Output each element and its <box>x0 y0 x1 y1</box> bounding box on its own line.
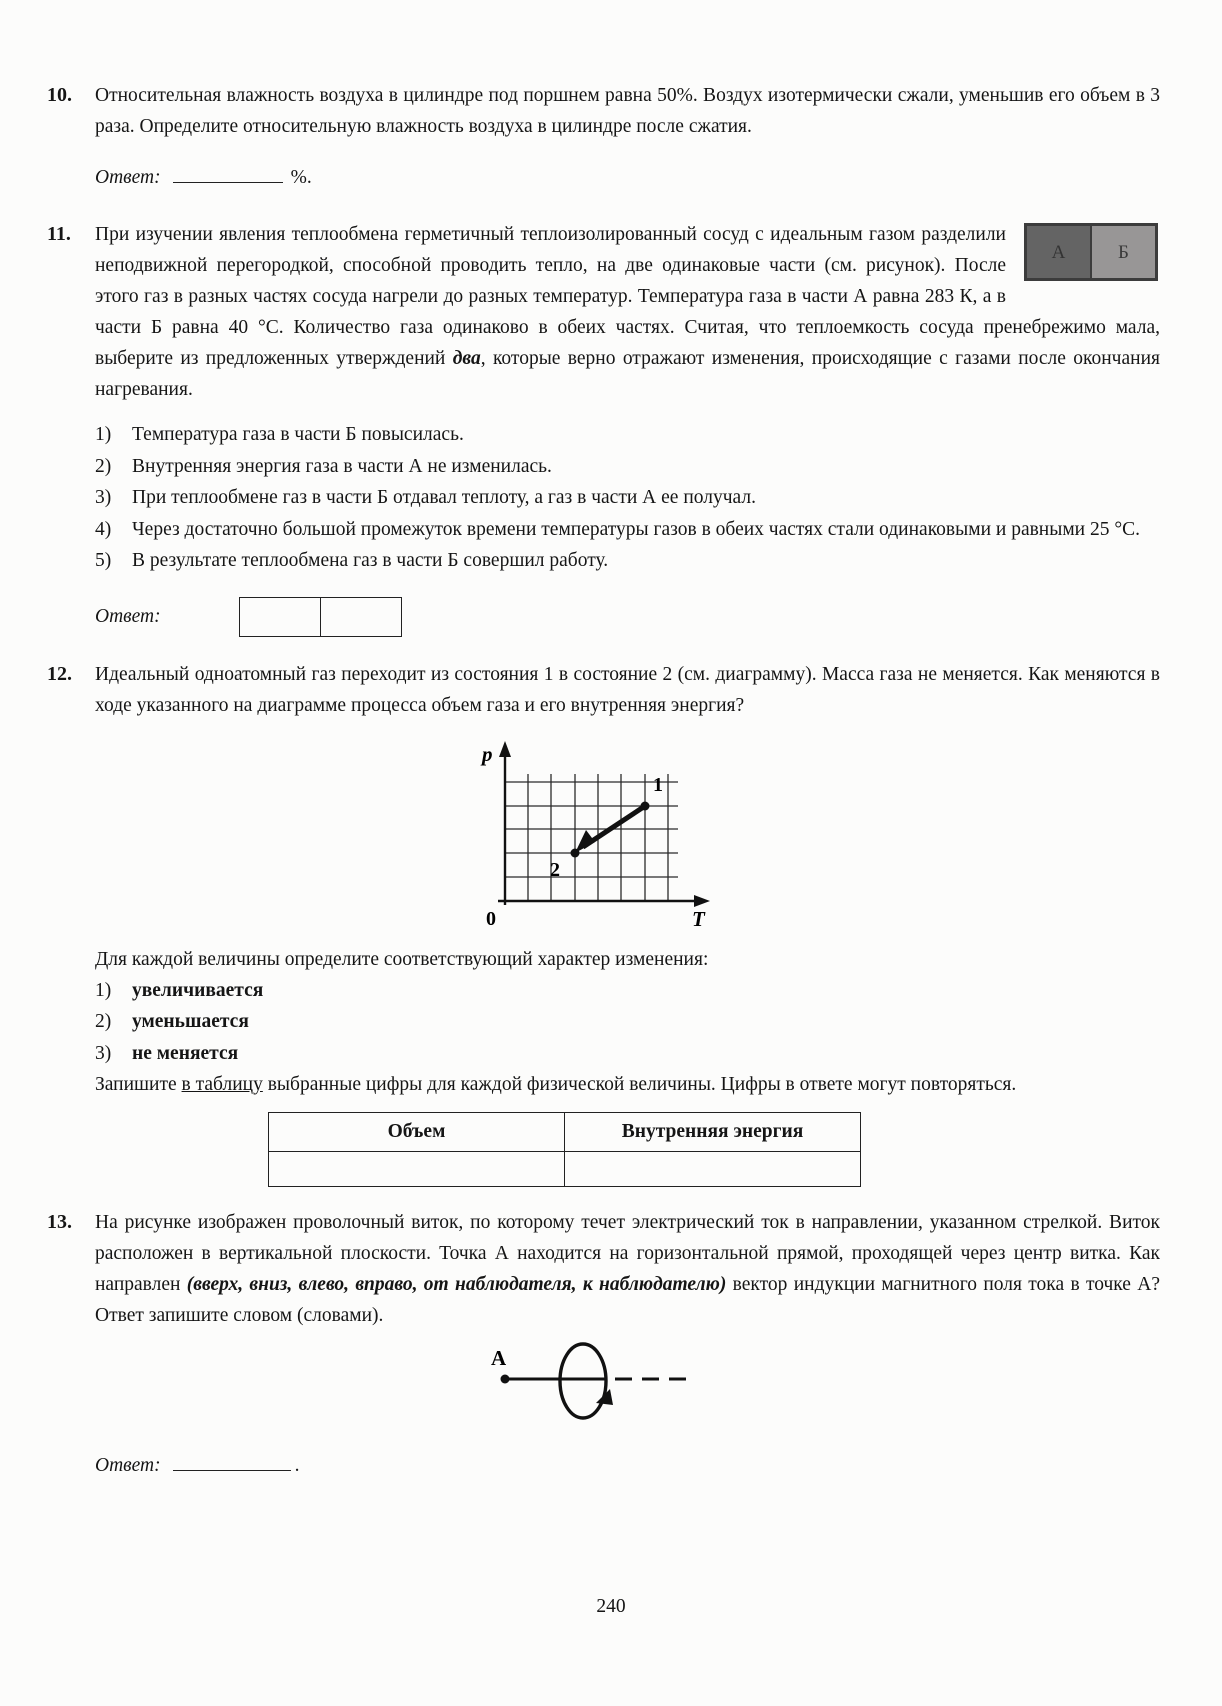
problem-11-text-after: , которые верно отражают изменения, происходящие с газами после окончания нагревания. <box>95 348 1160 400</box>
choice-3 <box>95 1038 1160 1070</box>
choice-2 <box>95 1006 1160 1038</box>
problem-10-answer-line <box>95 162 1160 193</box>
choice-text: не меняется <box>132 1042 239 1064</box>
answer-table-header-energy: Внутренняя энергия <box>565 1113 861 1152</box>
option-text: При теплообмене газ в части Б отдавал теплоту, а газ в части А ее получал. <box>132 487 756 508</box>
problem-12-text: Идеальный одноатомный газ переходит из состояния 1 в состояние 2 (см. диаграмму). Масса газа не меняется. Как меняются в ходе указанного на диаграмме процесса объем газа и его внутренняя энергия? <box>95 663 1160 716</box>
problem-12-prompt: Для каждой величины определите соответствующий характер изменения: <box>95 948 709 970</box>
state-point-2 <box>571 848 580 857</box>
instruction-after: выбранные цифры для каждой физической величины. Цифры в ответе могут повторяться. <box>262 1074 1017 1095</box>
problem-11-text-before: При изучении явления теплообмена герметичный теплоизолированный сосуд с идеальным газом разделили неподвижной перегородкой, способной проводить тепло, на две одинаковые части (см. рисунок). После этого газ в разных частях сосуда нагрели до разных температур. Температура газа в части А равна 283 К, а в части Б равна 40 °С. Количество газа одинаково в обеих частях. Считая, что теплоемкость сосуда пренебрежимо мала, выберите из предложенных утверждений <box>95 224 1160 369</box>
origin-label: 0 <box>486 907 496 929</box>
problem-11-options <box>95 419 1160 577</box>
instruction-before: Запишите <box>95 1074 182 1095</box>
problem-13-emphasis: (вверх, вниз, влево, вправо, от наблюдателя, к наблюдателю) <box>186 1274 727 1295</box>
choice-text: уменьшается <box>132 1011 249 1032</box>
option-number: 5) <box>95 550 112 571</box>
vessel-part-a-label: А <box>1027 226 1092 278</box>
problem-11-answer-line <box>95 597 1160 637</box>
problem-13-text-before: На рисунке изображен проволочный виток, по которому течет электрический ток в направлении, указанном стрелкой. Виток расположен в вертикальной плоскости. Точка А находится на горизонтальной прямой, проходящей через центр витка. Как направлен <box>95 1212 1160 1295</box>
answer-label: Ответ: <box>95 605 161 627</box>
answer-table-cell-volume <box>269 1152 565 1187</box>
option-2 <box>95 451 1160 483</box>
page-number: 240 <box>596 1596 626 1617</box>
problem-10-number: 10. <box>47 84 72 106</box>
process-arrowhead <box>575 830 595 853</box>
choice-1 <box>95 975 1160 1007</box>
problem-12-choices <box>95 975 1160 1070</box>
option-text: В результате теплообмена газ в части Б совершил работу. <box>132 550 609 571</box>
answer-two-cell-box <box>239 597 402 637</box>
vessel-part-b-label: Б <box>1092 226 1155 278</box>
pt-diagram-figure <box>420 729 1160 934</box>
answer-blank <box>173 1451 291 1472</box>
vessel-figure <box>1024 223 1158 281</box>
y-axis-arrowhead <box>499 741 511 757</box>
answer-table-cell-energy <box>565 1152 861 1187</box>
option-text: Температура газа в части Б повысилась. <box>132 424 464 445</box>
point-a-label: А <box>491 1346 507 1370</box>
option-text: Через достаточно большой промежуток времени температуры газов в обеих частях стали одинаковыми и равными 25 °С. <box>132 518 1141 540</box>
answer-cell-2 <box>321 598 401 636</box>
answer-table-header-volume: Объем <box>269 1113 565 1152</box>
problem-13-answer-line <box>95 1450 1160 1481</box>
answer-table <box>268 1112 861 1187</box>
wire-loop-ellipse <box>560 1344 606 1418</box>
option-4 <box>95 514 1160 546</box>
choice-number: 1) <box>95 979 112 1001</box>
option-1 <box>95 419 1160 451</box>
choice-text: увеличивается <box>132 979 264 1001</box>
problem-13-text-after: вектор индукции магнитного поля тока в точке А? Ответ запишите словом (словами). <box>95 1274 1160 1326</box>
option-3 <box>95 482 1160 514</box>
point-1-label: 1 <box>653 773 663 796</box>
problem-12-number: 12. <box>47 662 72 685</box>
problem-11 <box>47 219 1160 637</box>
wire-loop-svg <box>453 1337 713 1433</box>
answer-blank <box>173 163 283 184</box>
option-number: 4) <box>95 518 112 540</box>
point-2-label: 2 <box>550 858 560 881</box>
answer-suffix: . <box>294 1455 300 1476</box>
answer-label: Ответ: <box>95 1455 161 1476</box>
answer-table-header-row <box>269 1113 861 1152</box>
wire-loop-figure <box>453 1337 1160 1438</box>
answer-label: Ответ: <box>95 167 161 188</box>
problem-13-number: 13. <box>47 1211 72 1233</box>
option-number: 3) <box>95 487 112 508</box>
problem-12-instruction <box>95 1069 1160 1100</box>
problem-10 <box>47 80 1160 193</box>
choice-number: 3) <box>95 1042 112 1064</box>
option-number: 2) <box>95 455 112 477</box>
problem-12 <box>47 659 1160 1188</box>
problem-13-text <box>95 1207 1160 1331</box>
option-5 <box>95 545 1160 577</box>
problem-13 <box>47 1207 1160 1481</box>
pt-diagram-svg <box>420 729 720 929</box>
instruction-underlined: в таблицу <box>181 1074 263 1095</box>
choice-number: 2) <box>95 1011 112 1032</box>
option-number: 1) <box>95 424 112 445</box>
answer-cell-1 <box>240 598 321 636</box>
problem-11-emphasis: два <box>452 348 481 369</box>
state-point-1 <box>641 801 650 810</box>
y-axis-label: p <box>482 741 493 766</box>
answer-suffix: %. <box>290 167 312 188</box>
option-text: Внутренняя энергия газа в части А не изменилась. <box>132 455 552 477</box>
x-axis-arrowhead <box>694 895 710 907</box>
problem-10-text: Относительная влажность воздуха в цилиндре под поршнем равна 50%. Воздух изотермически сжали, уменьшив его объем в 3 раза. Определите относительную влажность воздуха в цилиндре после сжатия. <box>95 85 1160 137</box>
problem-11-text <box>95 219 1160 405</box>
problem-11-number: 11. <box>47 223 71 245</box>
x-axis-label: T <box>692 906 705 929</box>
answer-table-input-row <box>269 1152 861 1187</box>
